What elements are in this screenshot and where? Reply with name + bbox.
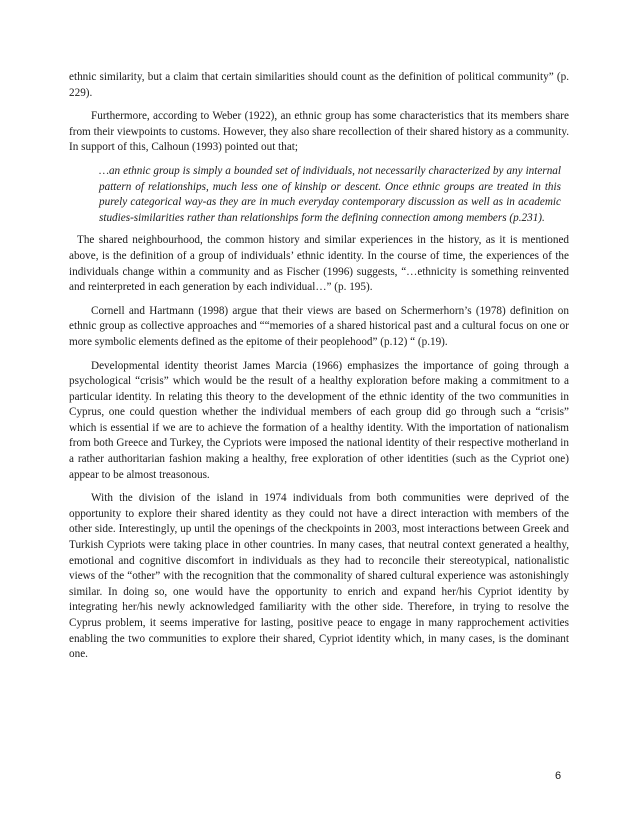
paragraph-weber: Furthermore, according to Weber (1922), an ethnic group has some characteristics that its members share from their viewpoints to customs. However, they also share recollection of their shared history as a community. In support of this, Calhoun (1993) pointed out that; <box>69 110 569 154</box>
block-quote-calhoun: …an ethnic group is simply a bounded set of individuals, not necessarily characterized by any internal pattern of relationships, much less one of kinship or descent. Once ethnic groups are treated in this purely categorical way-as they are in much everyday contemporary discussion as well as in academic studies-similarities rather than relationships form the defining connection among members (p.231). <box>99 164 561 224</box>
document-page <box>69 70 569 671</box>
paragraph-shared-neighbourhood: The shared neighbourhood, the common history and similar experiences in the history, as it is mentioned above, is the definition of a group of individuals’ ethnic identity. In the course of time, the experiences of the individuals change within a community and as Fischer (1996) suggests, “…ethnicity is something reinvented and reinterpreted in each generation by each individual…” (p. 195). <box>69 234 569 294</box>
paragraph-cornell-hartmann: Cornell and Hartmann (1998) argue that their views are based on Schermerhorn’s (1978) definition on ethnic group as collective approaches and ““memories of a shared historical past and a cultural focus on one or more symbolic elements defined as the epitome of their peoplehood” (p.12) “ (p.19). <box>69 304 569 348</box>
page-number: 6 <box>555 770 562 782</box>
paragraph-continuation: ethnic similarity, but a claim that certain similarities should count as the definition of political community” (p. 229). <box>69 71 569 99</box>
paragraph-division-1974: With the division of the island in 1974 individuals from both communities were deprived of the opportunity to explore their shared identity as they could not have a direct interaction with members of the other side. Interestingly, up until the openings of the checkpoints in 2003, most interactions between Greek and Turkish Cypriots were taking place in other countries. In many cases, that neutral context generated a healthy, emotional and cognitive discomfort in individuals as they had to reconcile their stereotypical, nationalistic views of the “other” with the recognition that the commonality of shared cultural experience was astonishingly similar. In doing so, one would have the opportunity to enrich and expand her/his Cypriot identity by integrating her/his newly acknowledged familiarity with the other side. Therefore, in trying to resolve the Cyprus problem, it seems imperative for lasting, positive peace to engage in many rapprochement activities enabling the two communities to explore their shared, Cypriot identity which, in many cases, is the dominant one. <box>69 492 569 661</box>
paragraph-marcia: Developmental identity theorist James Marcia (1966) emphasizes the importance of going through a psychological “crisis” which would be the result of a healthy exploration before making a commitment to a particular identity. In relating this theory to the development of the ethnic identity of the two communities in Cyprus, one could question whether the individual members of each group did go through such a “crisis” which is essential if we are to achieve the formation of a healthy identity. With the importation of nationalism from both Greece and Turkey, the Cypriots were imposed the national identity of their respective motherland in a rather authoritarian fashion making a healthy, free exploration of other identities (such as the Cypriot one) appear to be almost treasonous. <box>69 359 569 481</box>
